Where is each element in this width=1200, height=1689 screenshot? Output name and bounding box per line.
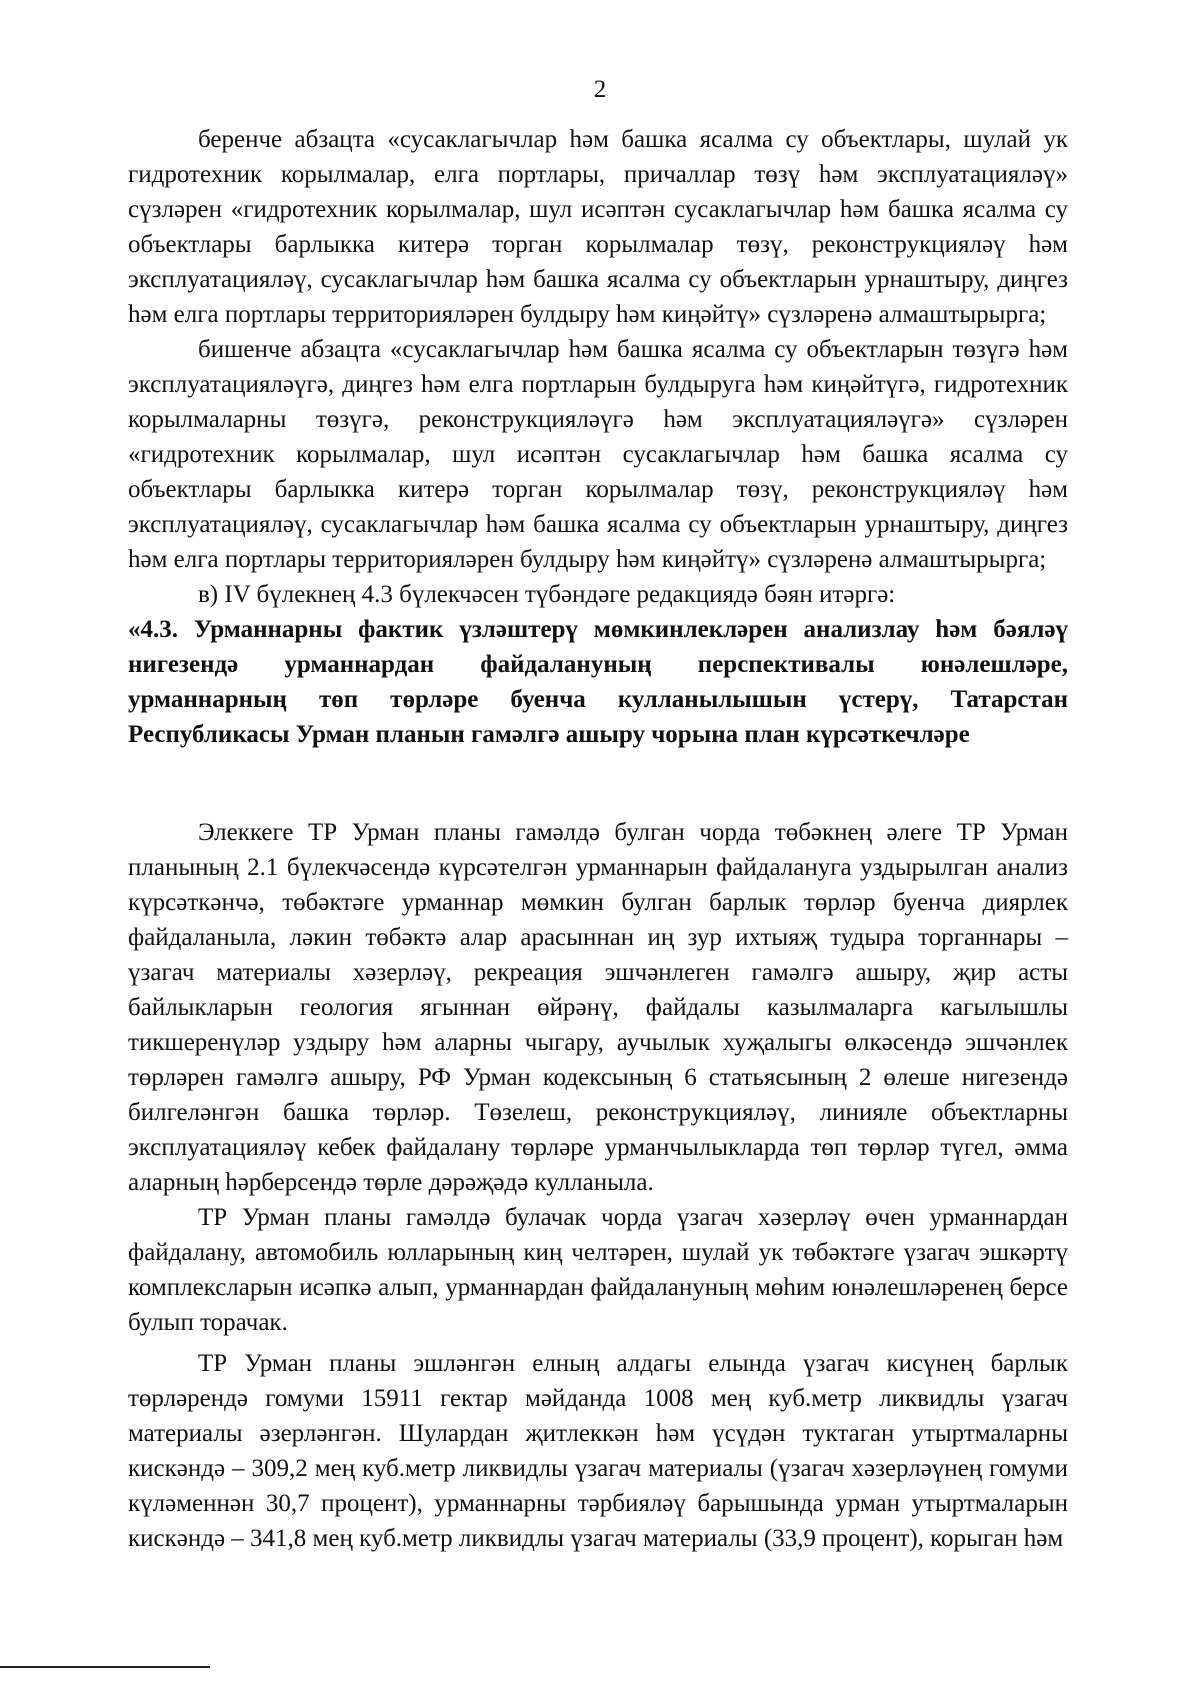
paragraph-timber-direction: ТР Урман планы гамәлдә булачак чорда үзагач хәзерләү өчен урманнардан файдалану, автомобиль юлларының киң челтәрен, шулай ук төбәктәге үзагач эшкәртү комплексларын исәпкә алып, урманнардан файдалануның мөһим юнәлешләренең берсе булып торачак. bbox=[128, 1204, 1068, 1336]
section-body bbox=[128, 815, 1068, 1556]
paragraph-first-abzats: беренче абзацта «сусаклагычлар һәм башка ясалма су объектлары, шулай ук гидротехник корылмалар, елга портлары, причаллар төзү һәм эксплуатацияләү» сүзләрен «гидротехник корылмалар, шул исәптән сусаклагычлар һәм башка ясалма су объектлары барлыкка китерә торган корылмалар төзү, реконструкцияләү һәм эксплуатацияләү, сусаклагычлар һәм башка ясалма су объектларын урнаштыру, диңгез һәм елга портлары территорияләрен булдыру һәм киңәйтү» сүзләренә алмаштырырга; bbox=[128, 126, 1068, 328]
paragraph-fifth-abzats: бишенче абзацта «сусаклагычлар һәм башка ясалма су объектларын төзүгә һәм эксплуатацияләүгә, диңгез һәм елга портларын булдыруга һәм киңәйтүгә, гидротехник корылмаларны төзүгә, реконструкцияләүгә һәм эксплуатацияләүгә» сүзләрен «гидротехник корылмалар, шул исәптән сусаклагычлар һәм башка ясалма су объектлары барлыкка китерә торган корылмалар төзү, реконструкцияләү һәм эксплуатацияләү, сусаклагычлар һәм башка ясалма су объектларын урнаштыру, диңгез һәм елга портлары территорияләрен булдыру һәм киңәйтү» сүзләренә алмаштырырга; bbox=[128, 336, 1068, 573]
amendment-block bbox=[128, 122, 1068, 752]
paragraph-harvest-volumes: ТР Урман планы эшләнгән елның алдагы елында үзагач кисүнең барлык төрләрендә гомуми 15911 гектар мәйданда 1008 мең куб.метр ликвидлы үзагач материалы әзерләнгән. Шулардан җитлеккән һәм үсүдән туктаган утыртмаларны кискәндә – 309,2 мең куб.метр ликвидлы үзагач материалы (үзагач хәзерләүнең гомуми күләменнән 30,7 процент), урманнарны тәрбияләү барышында урман утыртмаларын кискәндә – 341,8 мең куб.метр ликвидлы үзагач материалы (33,9 процент), корыган һәм bbox=[128, 1350, 1068, 1552]
paragraph-analysis: Элеккеге ТР Урман планы гамәлдә булган чорда төбәкнең әлеге ТР Урман планының 2.1 бүлекчәсендә күрсәтелгән урманнарын файдалануга уздырылган анализ күрсәткәнчә, төбәктәге урманнар мөмкин булган барлык төрләр буенча диярлек файдаланыла, ләкин төбәктә алар арасыннан иң зур ихтыяҗ тудыра торганнары – үзагач материалы хәзерләү, рекреация эшчәнлеген гамәлгә ашыру, җир асты байлыкларын геология ягыннан өйрәнү, файдалы казылмаларга кагылышлы тикшеренүләр уздыру һәм аларны чыгару, аучылык хуҗалыгы өлкәсендә эшчәнлек төрләрен гамәлгә ашыру, РФ Урман кодексының 6 статьясының 2 өлеше нигезендә билгеләнгән башка төрләр. Төзелеш, реконструкцияләү, линияле объектларны эксплуатацияләү кебек файдалану төрләре урманчылыкларда төп төрләр түгел, әмма аларның һәрберсендә төрле дәрәҗәдә кулланыла. bbox=[128, 819, 1068, 1196]
page-number: 2 bbox=[593, 76, 607, 103]
footnote-divider bbox=[0, 1666, 210, 1668]
section-heading: «4.3. Урманнарны фактик үзләштерү мөмкинлекләрен анализлау һәм бәяләү нигезендә урманнардан файдалануның перспективалы юнәлешләре, урманнарның төп төрләре буенча кулланылышын үстерү, Татарстан Республикасы Урман планын гамәлгә ашыру чорына план күрсәткечләре bbox=[128, 616, 1068, 748]
paragraph-section-instruction: в) IV бүлекнең 4.3 бүлекчәсен түбәндәге редакциядә бәян итәргә: bbox=[198, 581, 896, 608]
